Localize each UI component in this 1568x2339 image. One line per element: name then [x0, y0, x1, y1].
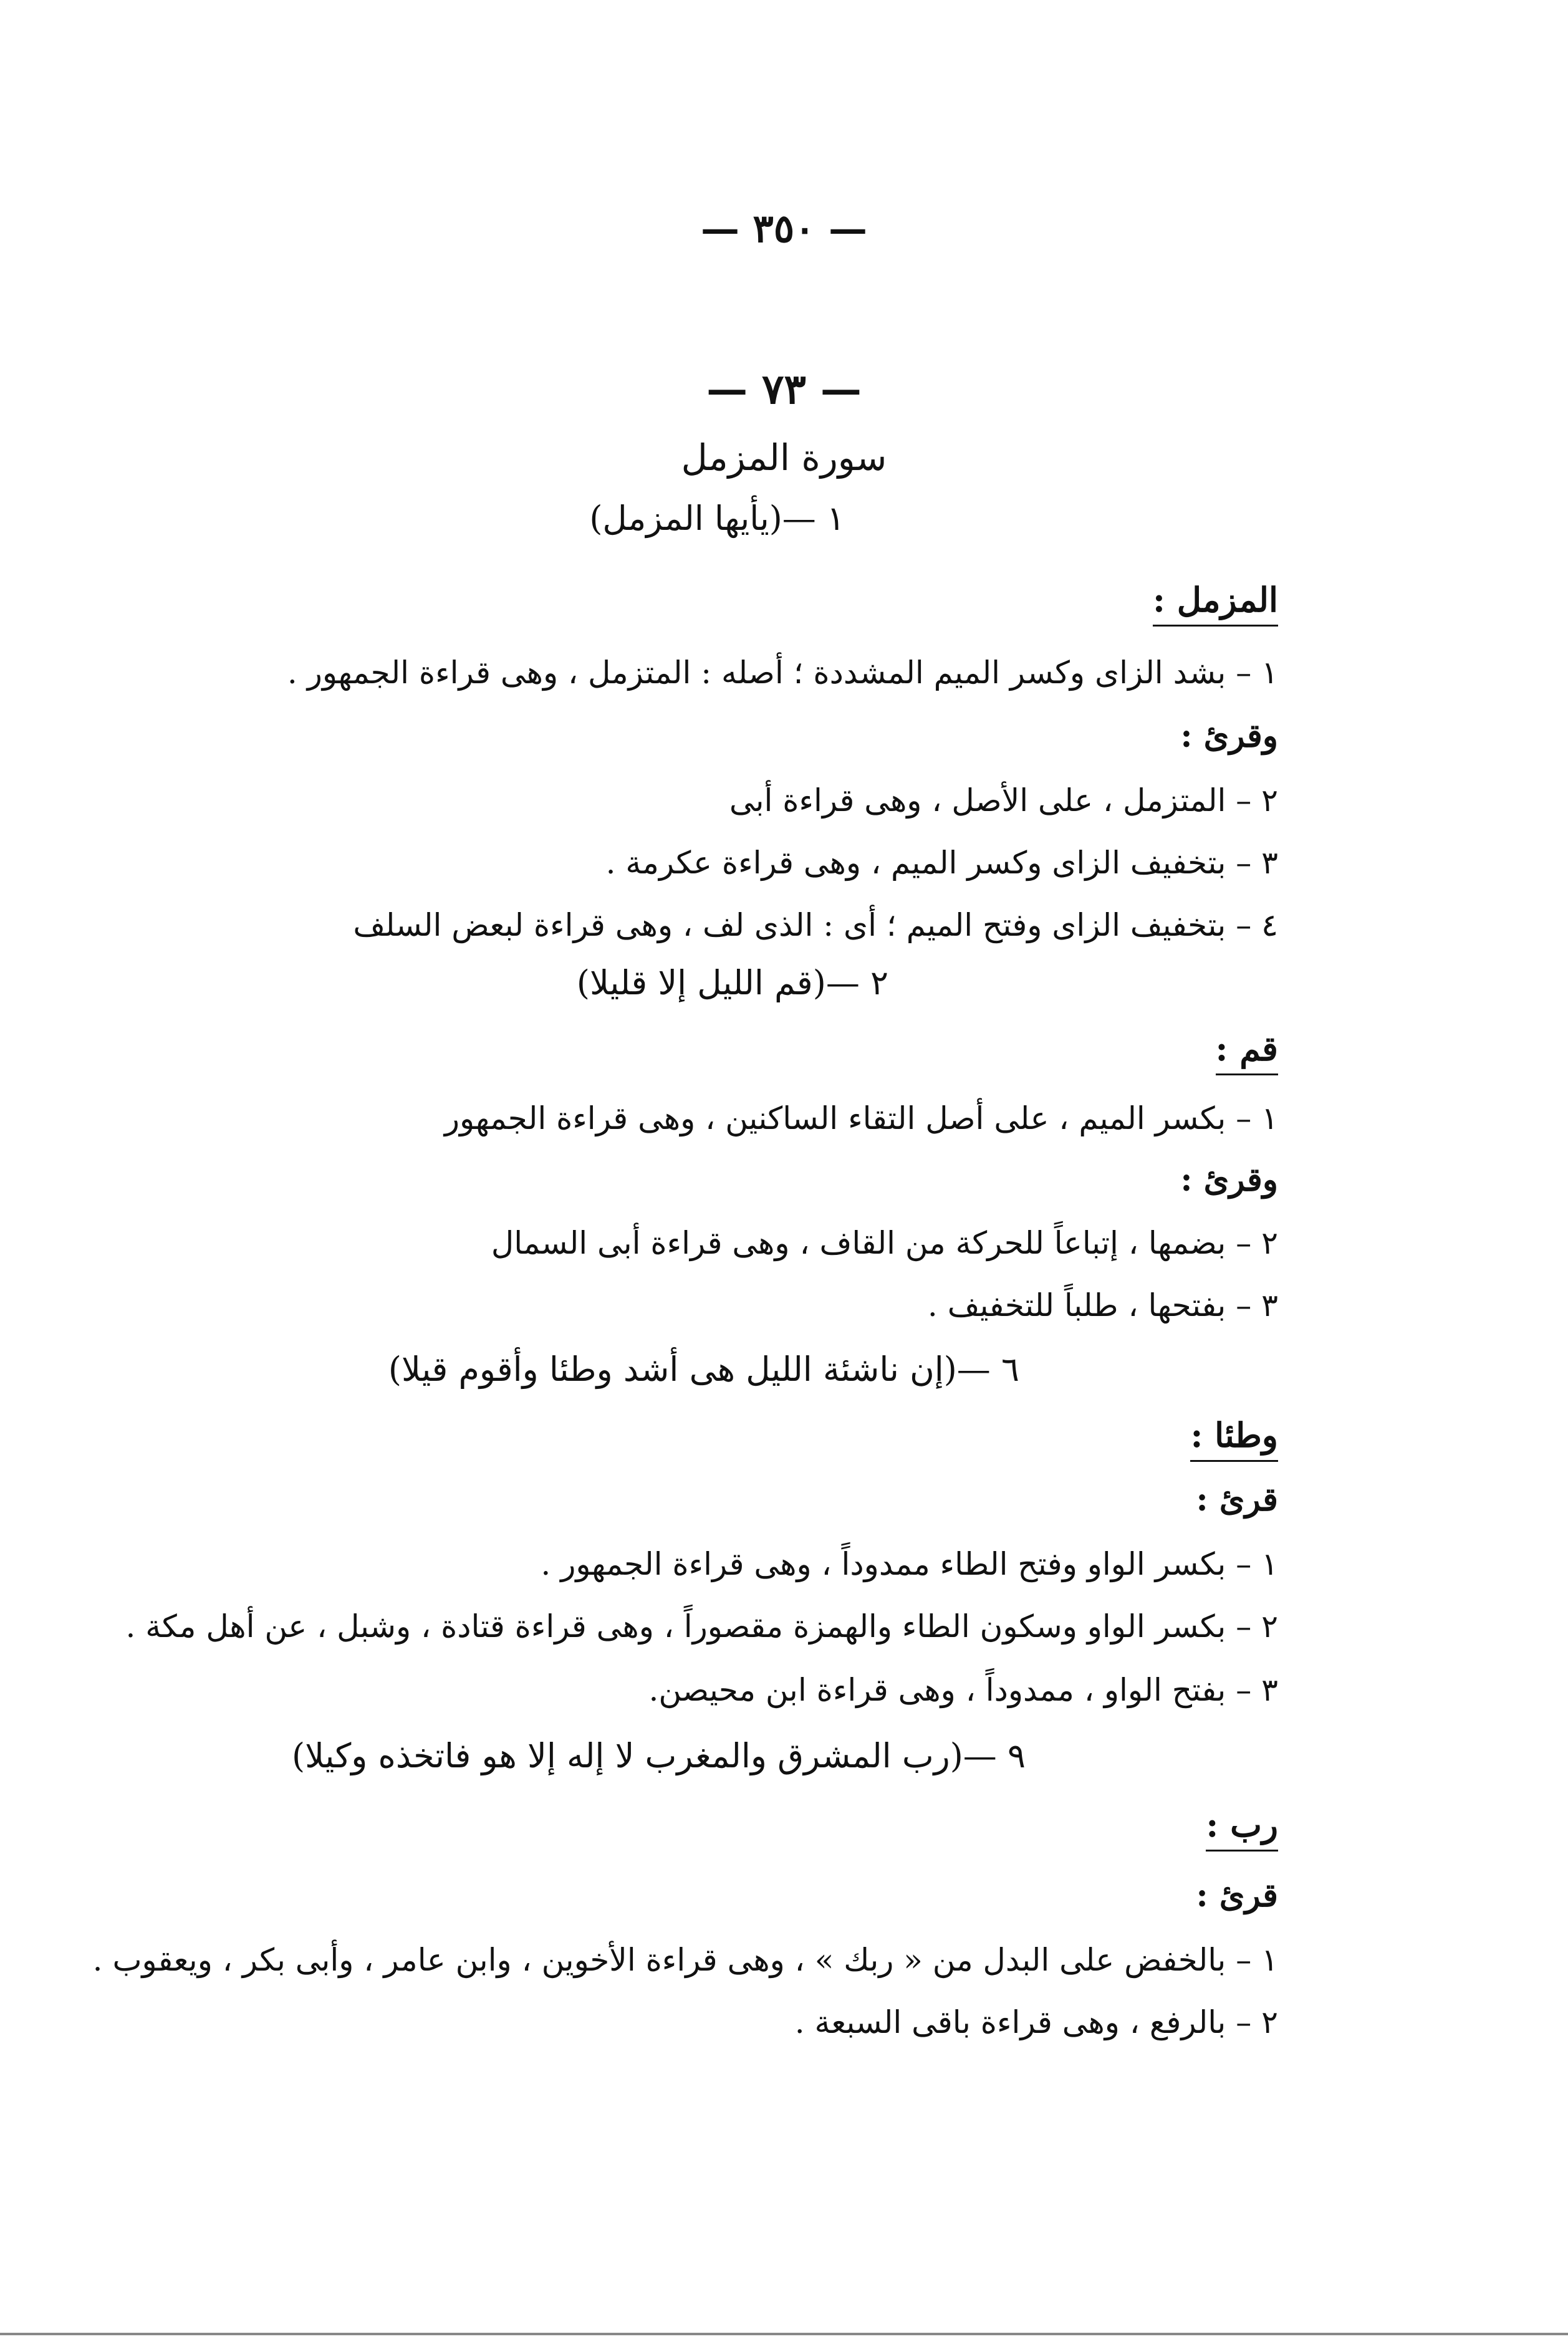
verse-heading: ٢ —(قم الليل إلا قليلا) [576, 963, 888, 1002]
entry-word: المزمل : [1153, 580, 1278, 627]
reading-line: ٣ – بتخفيف الزاى وكسر الميم ، وهى قراءة عكرمة . [605, 845, 1278, 881]
reading-label: وقرئ : [1180, 717, 1278, 755]
reading-label: وقرئ : [1180, 1161, 1278, 1199]
entry-word: رب : [1206, 1805, 1278, 1852]
reading-line: ٣ – بفتحها ، طلباً للتخفيف . [927, 1287, 1278, 1323]
reading-line: ٤ – بتخفيف الزاى وفتح الميم ؛ أى : الذى لف ، وهى قراءة لبعض السلف [353, 907, 1278, 943]
verse-heading: ٩ —(رب المشرق والمغرب لا إله إلا هو فاتخذه وكيلا) [292, 1736, 1026, 1775]
reading-line: ٣ – بفتح الواو ، ممدوداً ، وهى قراءة ابن محيصن. [648, 1672, 1278, 1708]
page-bottom-rule [0, 2333, 1568, 2335]
surah-number: — ٧٣ — [706, 365, 862, 413]
entry-word: وطئا : [1190, 1415, 1278, 1462]
reading-label: قرئ : [1196, 1481, 1278, 1519]
reading-label: قرئ : [1196, 1876, 1278, 1914]
reading-line: ٢ – المتزمل ، على الأصل ، وهى قراءة أبى [729, 782, 1278, 819]
reading-line: ١ – بشد الزاى وكسر الميم المشددة ؛ أصله : المتزمل ، وهى قراءة الجمهور . [287, 655, 1278, 691]
reading-line: ١ – بكسر الواو وفتح الطاء ممدوداً ، وهى قراءة الجمهور . [541, 1546, 1278, 1582]
verse-heading: ٦ —(إن ناشئة الليل هى أشد وطئا وأقوم قيلا) [388, 1350, 1019, 1389]
reading-line: ١ – بالخفض على البدل من « ربك » ، وهى قراءة الأخوين ، وابن عامر ، وأبى بكر ، ويعقوب . [92, 1942, 1278, 1978]
reading-line: ٢ – بضمها ، إتباعاً للحركة من القاف ، وهى قراءة أبى السمال [491, 1225, 1278, 1261]
reading-line: ١ – بكسر الميم ، على أصل التقاء الساكنين ، وهى قراءة الجمهور [444, 1100, 1278, 1136]
reading-line: ٢ – بالرفع ، وهى قراءة باقى السبعة . [794, 2004, 1278, 2040]
entry-word: قم : [1216, 1029, 1279, 1075]
reading-line: ٢ – بكسر الواو وسكون الطاء والهمزة مقصوراً ، وهى قراءة قتادة ، وشبل ، عن أهل مكة . [125, 1608, 1278, 1645]
surah-title: سورة المزمل [681, 436, 887, 479]
verse-heading: ١ —(يأيها المزمل) [589, 499, 845, 538]
page-number: — ٣٥٠ — [700, 206, 868, 251]
